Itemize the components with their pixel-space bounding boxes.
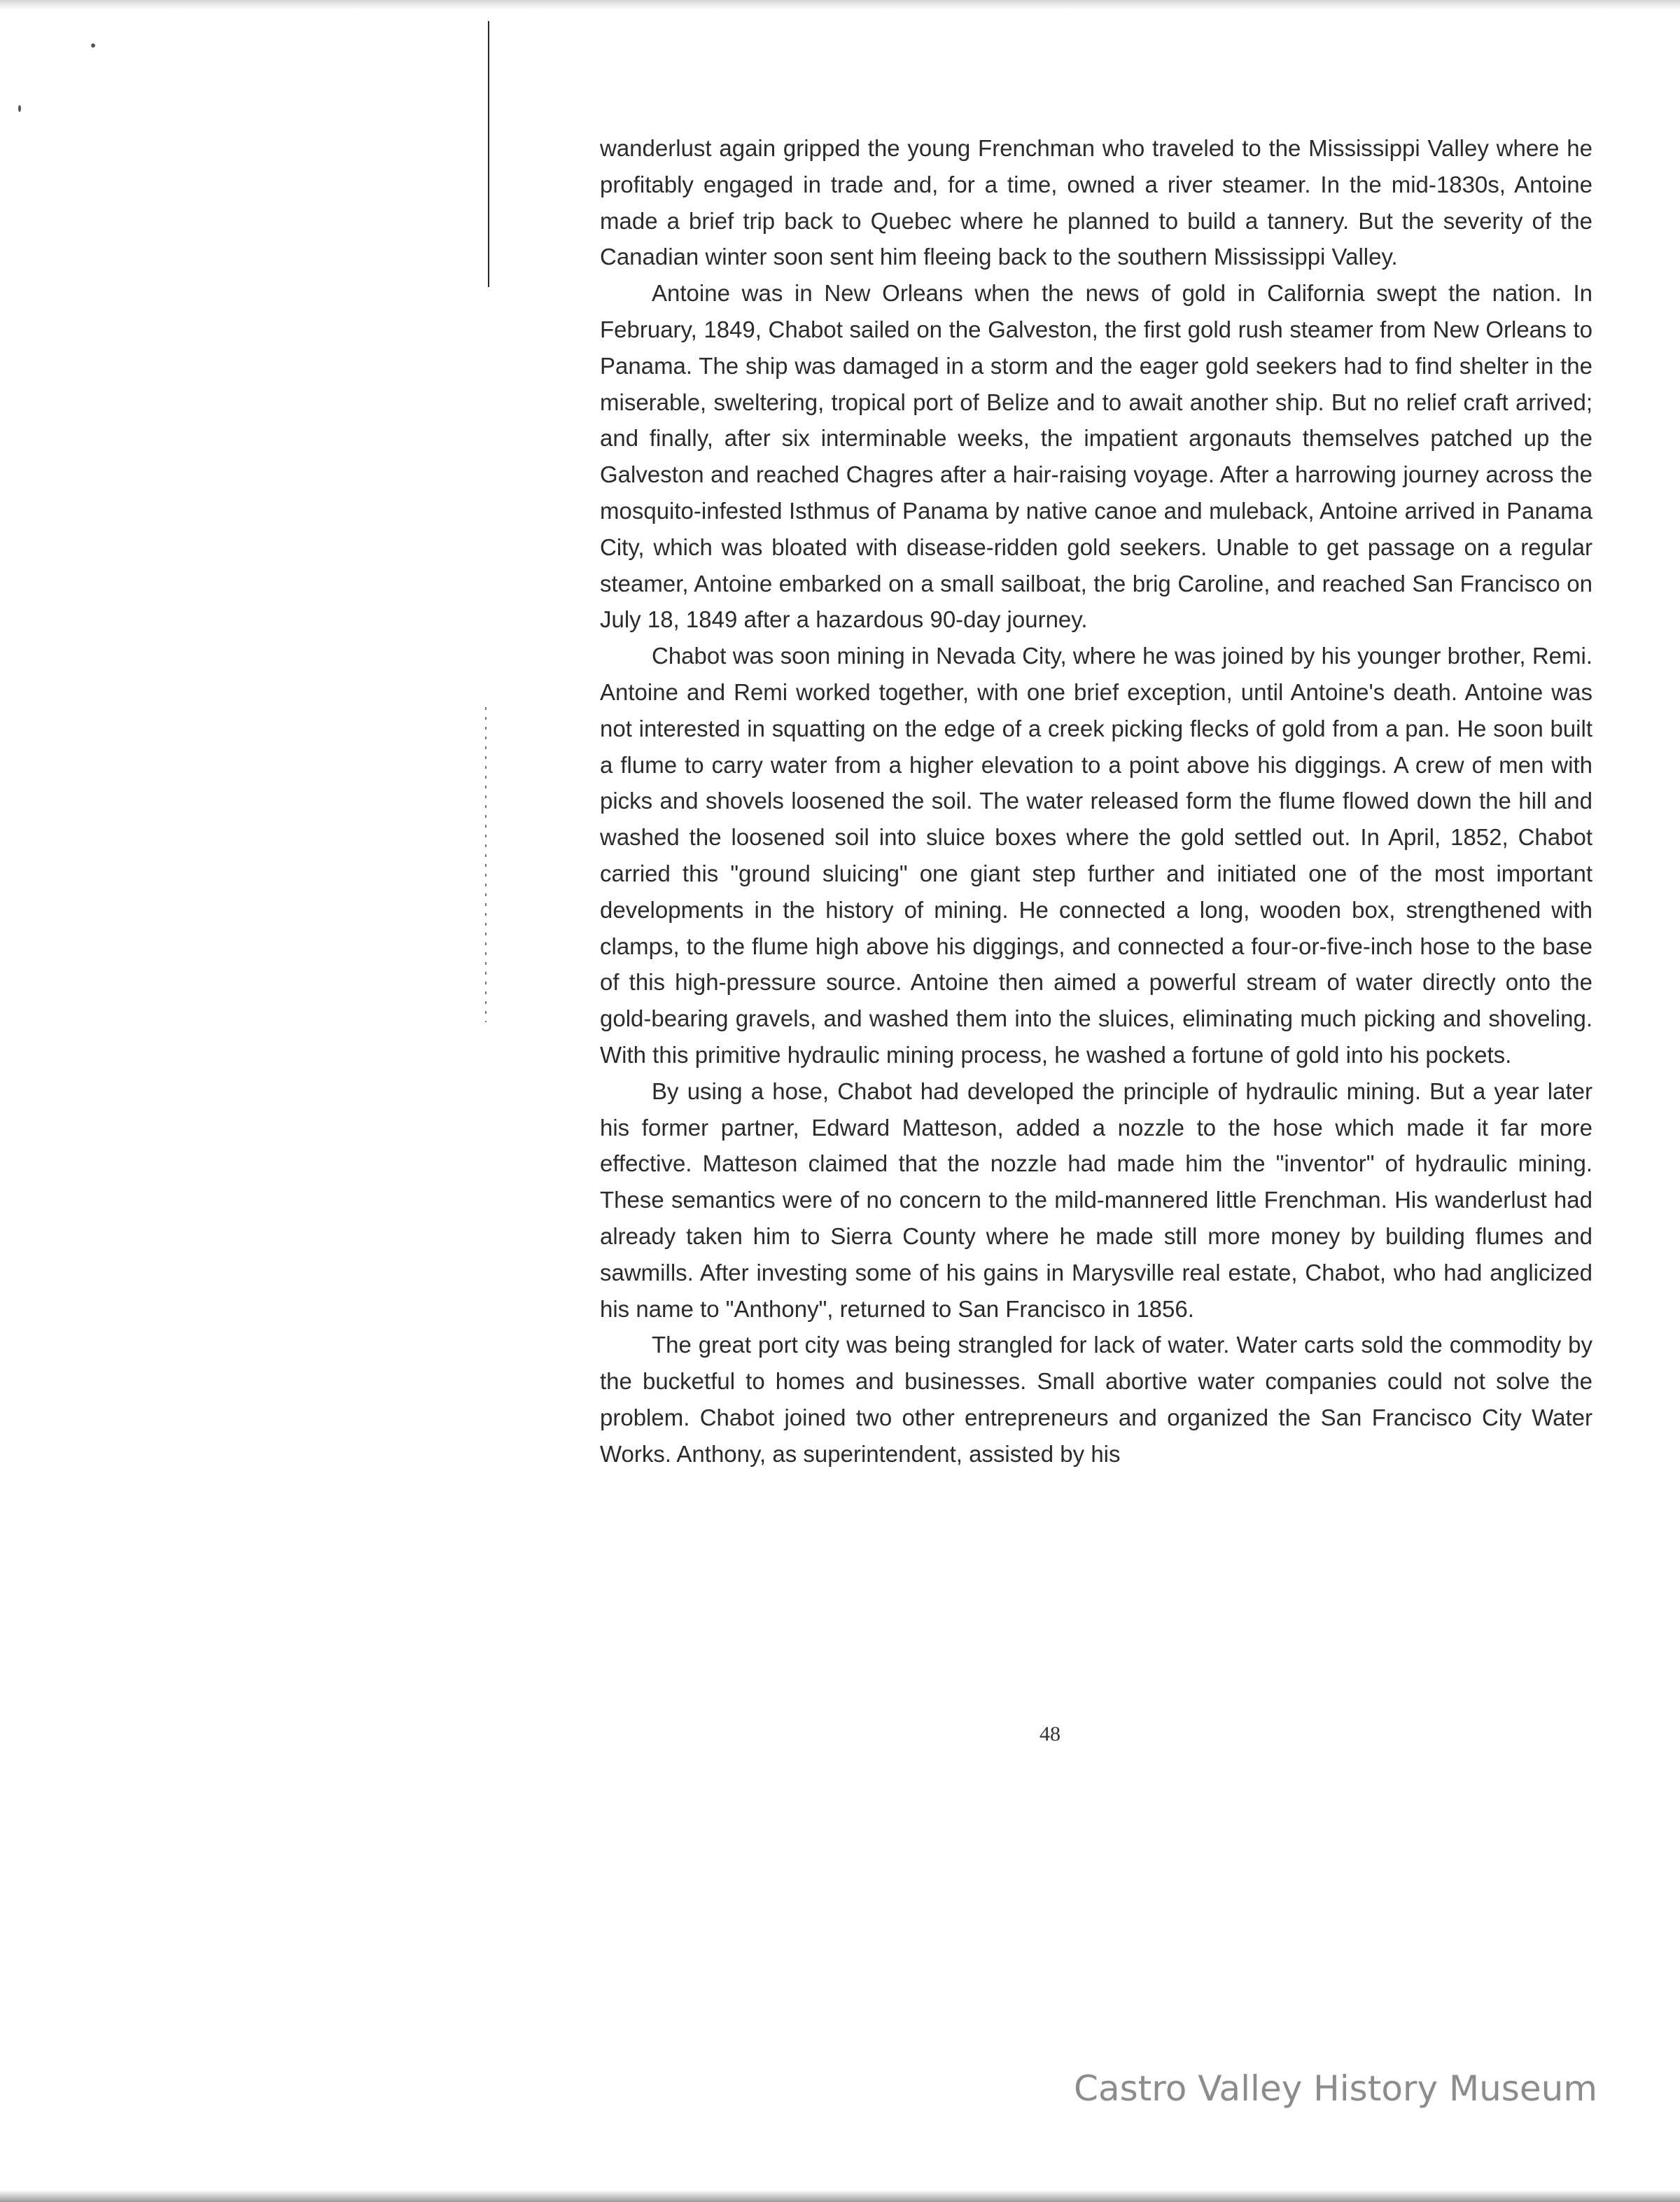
museum-watermark: Castro Valley History Museum xyxy=(1074,2068,1597,2109)
page-number: 48 xyxy=(1040,1722,1060,1745)
paragraph: Chabot was soon mining in Nevada City, where he was joined by his younger brother, Remi. Antoine and Remi worked together, with one brief exception, until Antoine's death. Antoine was not interested in squatting on the edge of a creek picking flecks of gold from a pan. He soon built a flume to carry water from a higher elevation to a point above his diggings. A crew of men with picks and shovels loosened the soil. The water released form the flume flowed down the hill and washed the loosened soil into sluice boxes where the gold settled out. In April, 1852, Chabot carried this "ground sluicing" one giant step further and initiated one of the most important developments in the history of mining. He connected a long, wooden box, strengthened with clamps, to the flume high above his diggings, and connected a four-or-five-inch hose to the base of this high-pressure source. Antoine then aimed a powerful stream of water directly onto the gold-bearing gravels, and washed them into the sluices, eliminating much picking and shoveling. With this primitive hydraulic mining process, he washed a fortune of gold into his pockets. xyxy=(600,643,1592,1068)
body-text xyxy=(600,130,1592,1472)
paragraph: wanderlust again gripped the young Frenchman who traveled to the Mississippi Valley where he profitably engaged in trade and, for a time, owned a river steamer. In the mid-1830s, Antoine made a brief trip back to Quebec where he planned to build a tannery. But the severity of the Canadian winter soon sent him fleeing back to the southern Mississippi Valley. xyxy=(600,135,1592,270)
scan-dash-marks xyxy=(485,707,486,1022)
paragraph: By using a hose, Chabot had developed the principle of hydraulic mining. But a year later his former partner, Edward Matteson, added a nozzle to the hose which made it far more effective. Matteson claimed that the nozzle had made him the "inventor" of hydraulic mining. These semantics were of no concern to the mild-mannered little Frenchman. His wanderlust had already taken him to Sierra County where he made still more money by building flumes and sawmills. After investing some of his gains in Marysville real estate, Chabot, who had anglicized his name to "Anthony", returned to San Francisco in 1856. xyxy=(600,1078,1592,1322)
paragraph: Antoine was in New Orleans when the news of gold in California swept the nation. In February, 1849, Chabot sailed on the Galveston, the first gold rush steamer from New Orleans to Panama. The ship was damaged in a storm and the eager gold seekers had to find shelter in the miserable, sweltering, tropical port of Belize and to await another ship. But no relief craft arrived; and finally, after six interminable weeks, the impatient argonauts themselves patched up the Galveston and reached Chagres after a hair-raising voyage. After a harrowing journey across the mosquito-infested Isthmus of Panama by native canoe and muleback, Antoine arrived in Panama City, which was bloated with disease-ridden gold seekers. Unable to get passage on a regular steamer, Antoine embarked on a small sailboat, the brig Caroline, and reached San Francisco on July 18, 1849 after a hazardous 90-day journey. xyxy=(600,280,1592,633)
scan-speck xyxy=(18,105,21,112)
scan-top-edge xyxy=(0,0,1680,10)
binding-line xyxy=(488,21,489,287)
scan-bottom-edge xyxy=(0,2190,1680,2202)
paragraph: The great port city was being strangled for lack of water. Water carts sold the commodity by the bucketful to homes and businesses. Small abortive water companies could not solve the problem. Chabot joined two other entrepreneurs and organized the San Francisco City Water Works. Anthony, as superintendent, assisted by his xyxy=(600,1332,1592,1467)
scan-speck xyxy=(91,43,95,48)
